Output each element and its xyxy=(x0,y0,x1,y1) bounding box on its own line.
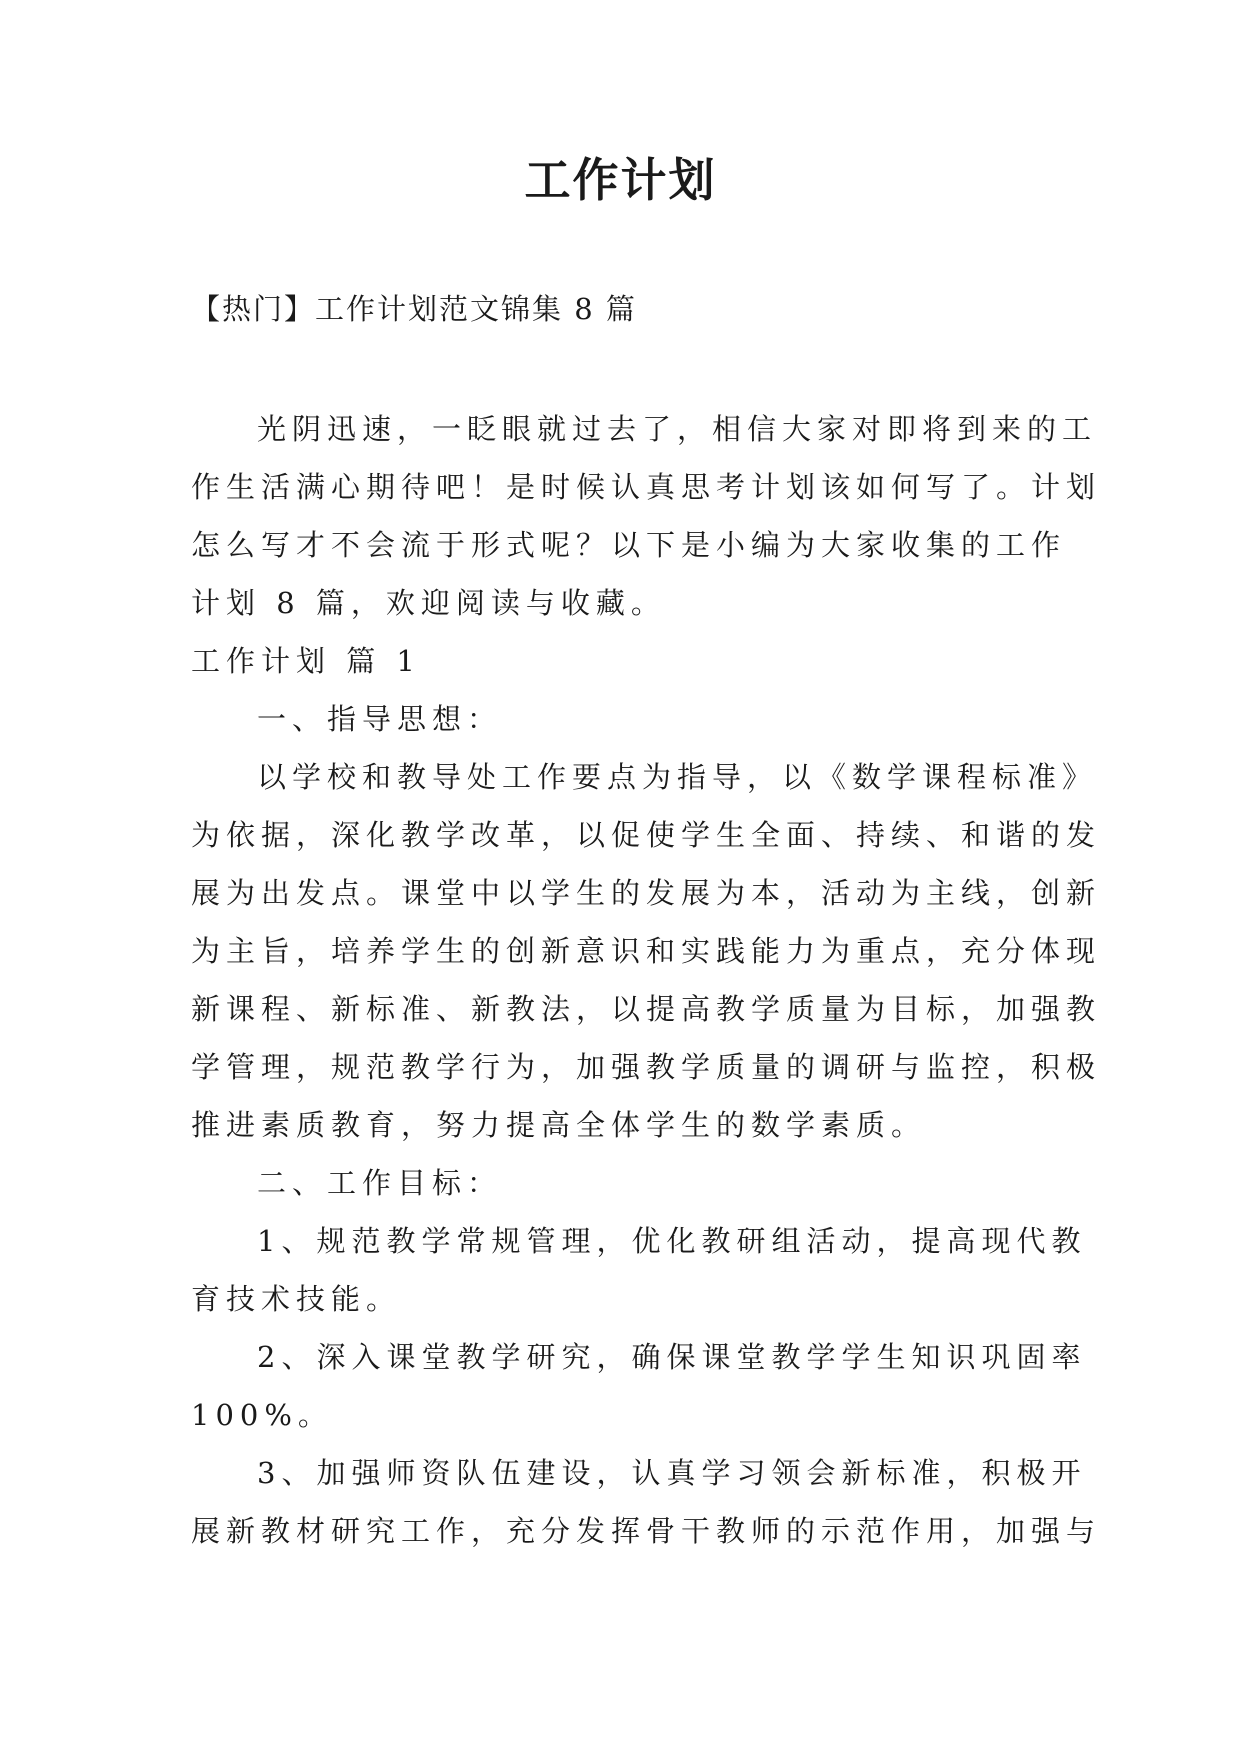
part1-heading-text: 一、指导思想： xyxy=(257,702,503,736)
goal-2-line: 100%。 xyxy=(191,1398,333,1432)
goal-1-line: 1、规范教学常规管理，优化教研组活动，提高现代教 xyxy=(257,1224,1087,1258)
goal-1-line: 育技术技能。 xyxy=(191,1282,402,1316)
intro-line: 怎么写才不会流于形式呢？以下是小编为大家收集的工作 xyxy=(191,528,1067,562)
goal-2-line: 2、深入课堂教学研究，确保课堂教学学生知识巩固率 xyxy=(257,1340,1087,1374)
goal-1 xyxy=(191,1212,1087,1328)
goal-3-line: 3、加强师资队伍建设，认真学习领会新标准，积极开 xyxy=(257,1456,1087,1490)
document-subtitle: 【热门】工作计划范文锦集 8 篇 xyxy=(191,292,637,326)
part1-line: 学管理，规范教学行为，加强教学质量的调研与监控，积极 xyxy=(191,1050,1102,1084)
document-title: 工作计划 xyxy=(524,153,717,207)
intro-line: 光阴迅速，一眨眼就过去了，相信大家对即将到来的工 xyxy=(257,412,1098,446)
part1-heading xyxy=(191,690,1052,748)
part1-line: 为依据，深化教学改革，以促使学生全面、持续、和谐的发 xyxy=(191,818,1102,852)
part1-line: 展为出发点。课堂中以学生的发展为本，活动为主线，创新 xyxy=(191,876,1102,910)
part2-heading-text: 二、工作目标： xyxy=(257,1166,503,1200)
intro-paragraph xyxy=(191,400,1102,632)
part1-line: 推进素质教育，努力提高全体学生的数学素质。 xyxy=(191,1108,927,1142)
intro-line: 作生活满心期待吧！是时候认真思考计划该如何写了。计划 xyxy=(191,470,1102,504)
part1-line: 为主旨，培养学生的创新意识和实践能力为重点，充分体现 xyxy=(191,934,1102,968)
intro-line: 计划 8 篇，欢迎阅读与收藏。 xyxy=(191,586,666,620)
part1-paragraph xyxy=(191,748,1102,1154)
document-body xyxy=(191,400,1102,1560)
goal-3 xyxy=(191,1444,1102,1560)
part2-heading xyxy=(191,1154,1052,1212)
section-heading-text: 工作计划 篇 1 xyxy=(191,644,421,678)
section-heading xyxy=(191,632,1052,690)
part1-line: 以学校和教导处工作要点为指导，以《数学课程标准》 xyxy=(257,760,1098,794)
goal-2 xyxy=(191,1328,1087,1444)
goal-3-line: 展新教材研究工作，充分发挥骨干教师的示范作用，加强与 xyxy=(191,1514,1102,1548)
part1-line: 新课程、新标准、新教法，以提高教学质量为目标，加强教 xyxy=(191,992,1102,1026)
